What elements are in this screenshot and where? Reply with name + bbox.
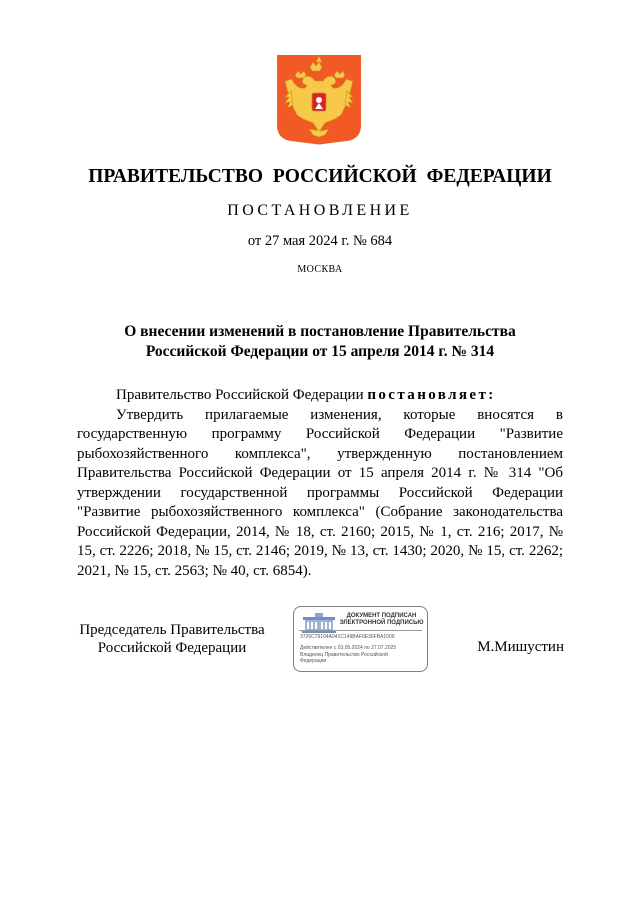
stamp-title <box>339 613 424 627</box>
stamp-owner-line-2: Федерации <box>300 658 327 664</box>
signatory-position-line-2: Российской Федерации <box>97 640 247 656</box>
stamp-certificate: 3726C79104A041C149BAF0E36FBA1009 <box>300 634 395 640</box>
document-title-line-1: О внесении изменений в постановление Правительства <box>124 323 516 340</box>
signatory-position <box>77 621 267 657</box>
document-title-line-2: Российской Федерации от 15 апреля 2014 г. № 314 <box>145 343 495 360</box>
resolution-verb: постановляет: <box>367 387 496 403</box>
resolution-intro <box>77 386 563 406</box>
stamp-divider <box>299 630 422 631</box>
document-city: МОСКВА <box>297 264 343 275</box>
signatory-name: М.Мишустин <box>477 639 564 655</box>
document-title <box>0 322 640 362</box>
document-body <box>77 386 563 581</box>
resolution-intro-text: Правительство Российской Федерации <box>116 387 368 403</box>
government-name: ПРАВИТЕЛЬСТВО РОССИЙСКОЙ ФЕДЕРАЦИИ <box>88 166 552 187</box>
stamp-title-line-2: ЭЛЕКТРОННОЙ ПОДПИСЬЮ <box>339 620 424 626</box>
stamp-title-line-1: ДОКУМЕНТ ПОДПИСАН <box>346 613 417 619</box>
electronic-signature-stamp <box>293 606 428 672</box>
signatory-position-line-1: Председатель Правительства <box>79 622 265 638</box>
coat-of-arms-emblem <box>277 55 361 145</box>
document-date-number: от 27 мая 2024 г. № 684 <box>247 233 393 249</box>
stamp-validity: Действителен с 03.05.2024 по 27.07.2025 <box>300 645 397 651</box>
document-type: ПОСТАНОВЛЕНИЕ <box>227 202 413 219</box>
resolution-paragraph: Утвердить прилагаемые изменения, которые вносятся в государственную программу Российской Федерации "Развитие рыбохозяйственного комплекса", утвержденную постановлением Правительства Российской Федерации от 15 апреля 2014 г. № 314 "Об утверждении государственной программы Российской Федерации "Развитие рыбохозяйственного комплекса" (Собрание законодательства Российской Федерации, 2014, № 18, ст. 2160; 2015, № 1, ст. 216; 2017, № 15, ст. 2226; 2018, № 15, ст. 2146; 2019, № 13, ст. 1430; 2020, № 15, ст. 2262; 2021, № 15, ст. 2563; № 40, ст. 6854). <box>77 406 563 579</box>
stamp-owner-line-1: Владелец Правительство Российской <box>300 652 388 658</box>
